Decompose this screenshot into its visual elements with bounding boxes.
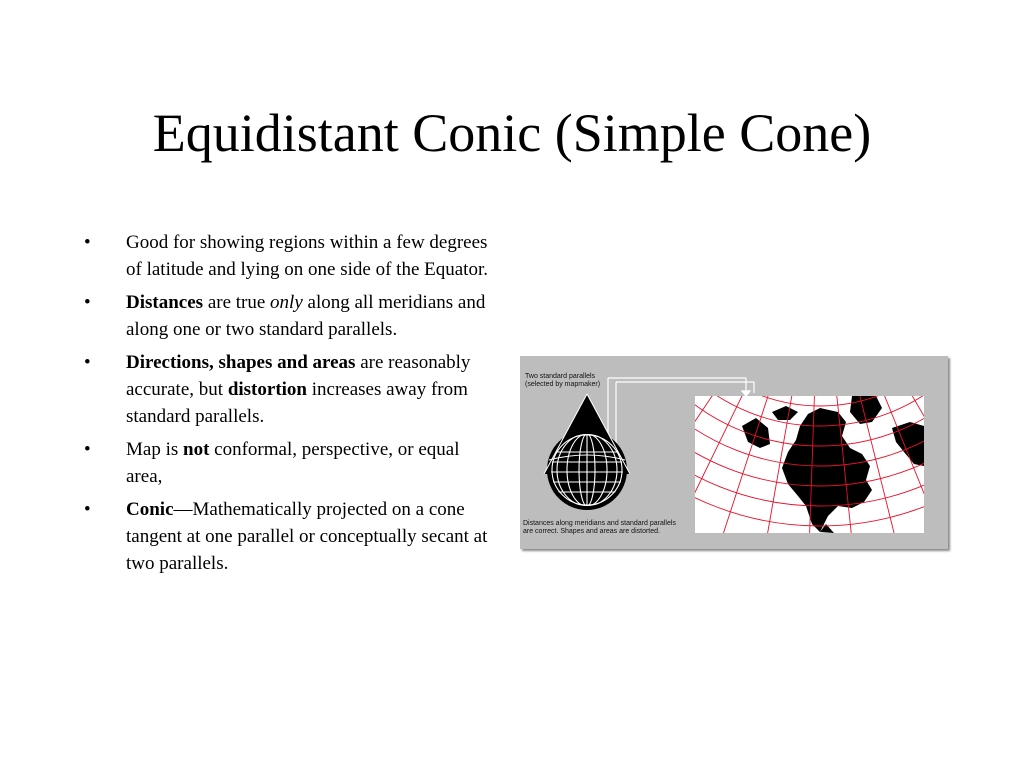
projection-diagram bbox=[520, 356, 948, 549]
bullet-text: are true bbox=[203, 292, 271, 313]
bullet-text: Conic bbox=[126, 499, 174, 520]
caption-bottom-line2: are correct. Shapes and areas are distorted. bbox=[523, 528, 660, 535]
slide-title: Equidistant Conic (Simple Cone) bbox=[152, 103, 872, 163]
bullet-text: distortion bbox=[227, 379, 307, 400]
bullet-text: —Mathematically projected on a cone tangent at one parallel or conceptually secant at two parallels. bbox=[126, 499, 488, 574]
bullet-marker: • bbox=[84, 352, 91, 373]
caption-top-line2: (selected by mapmaker) bbox=[525, 381, 601, 388]
bullet-marker: • bbox=[84, 232, 91, 253]
bullet-item bbox=[84, 496, 496, 577]
bullet-text: Distances bbox=[126, 292, 204, 313]
caption-bottom-line1: Distances along meridians and standard parallels bbox=[523, 520, 676, 527]
bullet-list bbox=[84, 229, 496, 583]
bullet-item bbox=[84, 349, 496, 430]
caption-top-line1: Two standard parallels bbox=[525, 373, 596, 380]
bullet-text: only bbox=[270, 292, 303, 313]
bullet-text: Directions, shapes and areas bbox=[126, 352, 356, 373]
bullet-marker: • bbox=[84, 499, 91, 520]
bullet-text: increases away from standard parallels. bbox=[126, 379, 468, 427]
bullet-marker: • bbox=[84, 439, 91, 460]
cone-globe-illustration bbox=[544, 394, 630, 510]
bullet-item bbox=[84, 289, 496, 343]
bullet-text: not bbox=[183, 439, 210, 460]
bullet-text: are reasonably accurate, but bbox=[126, 352, 471, 400]
bullet-text: Map is bbox=[126, 439, 183, 460]
bullet-text: along all meridians and along one or two standard parallels. bbox=[126, 292, 486, 340]
bullet-text: Good for showing regions within a few degrees of latitude and lying on one side of the Equator. bbox=[126, 232, 488, 280]
bullet-text: conformal, perspective, or equal area, bbox=[126, 439, 460, 487]
bullet-marker: • bbox=[84, 292, 91, 313]
projection-figure bbox=[520, 356, 948, 549]
bullet-item bbox=[84, 229, 496, 283]
right-arrow bbox=[616, 378, 746, 382]
bullet-item bbox=[84, 436, 496, 490]
